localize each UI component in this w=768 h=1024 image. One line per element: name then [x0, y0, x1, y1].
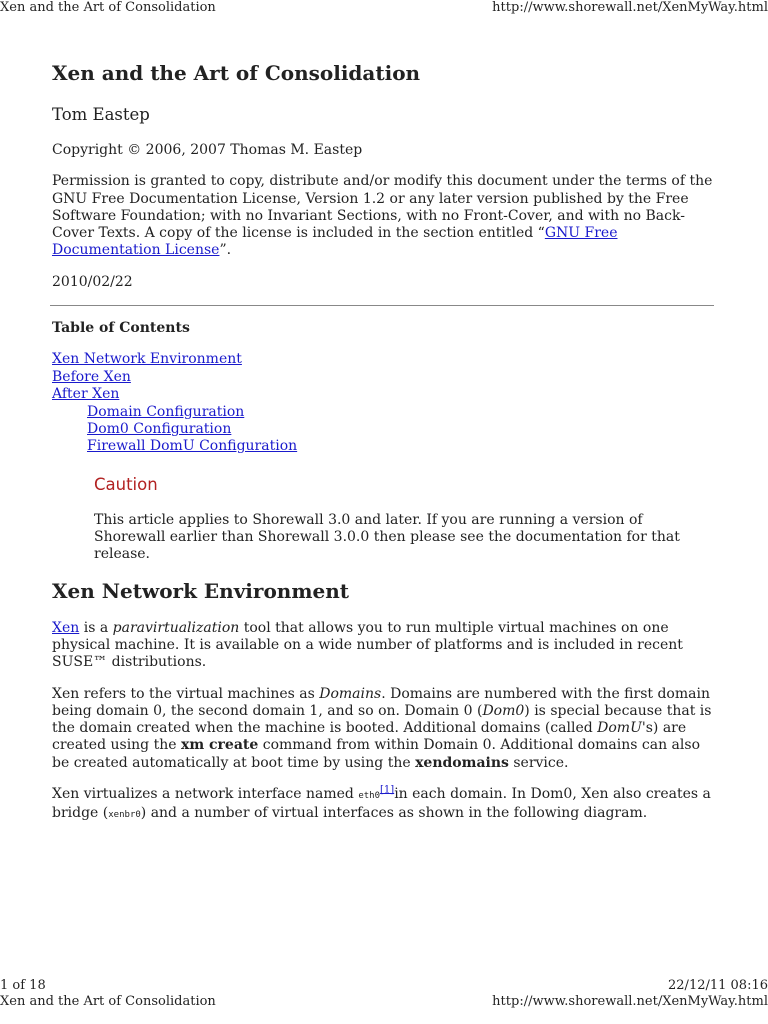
divider — [50, 305, 714, 306]
service-name: xendomains — [415, 754, 509, 771]
table-of-contents — [52, 351, 717, 455]
permission-end: ”. — [219, 242, 232, 259]
text-run: . Domains are numbered with the first domain being domain 0, the second domain 1, and so on. Domain 0 ( — [52, 685, 710, 719]
emphasis: paravirtualization — [112, 619, 240, 636]
caution-text: This article applies to Shorewall 3.0 and later. If you are running a version of Shorewall earlier than Shorewall 3.0.0 then please see the documentation for that release. — [94, 511, 680, 563]
copyright-line: Copyright © 2006, 2007 Thomas M. Eastep — [52, 142, 363, 158]
permission-paragraph — [52, 173, 717, 259]
print-header-url: http://www.shorewall.net/XenMyWay.html — [492, 0, 768, 15]
print-footer-datetime: 22/12/11 08:16 — [668, 978, 768, 993]
print-header-title: Xen and the Art of Consolidation — [0, 0, 216, 15]
paragraph-xen-intro — [52, 620, 717, 672]
footnote-link[interactable]: [1] — [380, 784, 395, 796]
toc-title: Table of Contents — [52, 320, 190, 337]
bridge-name: xenbr0 — [108, 810, 141, 821]
caution-title: Caution — [94, 474, 158, 494]
toc-link-after-xen[interactable]: After Xen — [52, 386, 120, 403]
print-footer-title: Xen and the Art of Consolidation — [0, 994, 216, 1009]
paragraph-network-interface — [52, 786, 717, 825]
text-run: 's) are created using the — [52, 720, 687, 754]
print-footer-page: 1 of 18 — [0, 978, 46, 993]
emphasis: DomU — [597, 720, 642, 737]
text-run: in each domain. In Dom0, Xen also creates a bridge ( — [52, 786, 711, 822]
text-run: service. — [508, 754, 569, 771]
section-heading: Xen Network Environment — [52, 578, 349, 603]
text-run: is a — [79, 619, 113, 636]
gfdl-link[interactable]: GNU Free Documentation License — [52, 225, 618, 259]
document-date: 2010/02/22 — [52, 273, 133, 290]
print-footer-url: http://www.shorewall.net/XenMyWay.html — [492, 994, 768, 1009]
paragraph-domains — [52, 686, 717, 772]
text-run: tool that allows you to run multiple virtual machines on one physical machine. It is available on a wide number of platforms and is included in recent SUSE™ distributions. — [52, 619, 683, 671]
xen-link[interactable]: Xen — [52, 619, 80, 636]
document-title: Xen and the Art of Consolidation — [52, 61, 421, 85]
emphasis: Domains — [319, 685, 382, 702]
toc-link-dom0-configuration[interactable]: Dom0 Configuration — [87, 421, 232, 437]
text-run: Xen virtualizes a network interface named — [52, 786, 359, 803]
interface-name: eth0 — [358, 791, 381, 802]
emphasis: Dom0 — [482, 702, 525, 719]
text-run: Xen refers to the virtual machines as — [52, 685, 320, 702]
permission-text: Permission is granted to copy, distribute and/or modify this document under the terms of the GNU Free Documentation License, Version 1.2 or any later version published by the Free Software Foundation; with no Invariant Sections, with no Front-Cover, and with no Back-Cover Texts. A copy of the license is included in the section entitled “ — [52, 173, 713, 242]
toc-link-domain-configuration[interactable]: Domain Configuration — [87, 403, 245, 420]
toc-link-xen-network-environment[interactable]: Xen Network Environment — [52, 351, 242, 368]
command-name: xm create — [180, 737, 259, 754]
text-run: command from within Domain 0. Additional domains can also be created automatically at boot time by using the — [52, 737, 700, 771]
document-body — [52, 60, 717, 825]
text-run: ) and a number of virtual interfaces as shown in the following diagram. — [140, 805, 648, 822]
caution-box — [94, 474, 717, 564]
toc-link-before-xen[interactable]: Before Xen — [52, 368, 131, 385]
text-run: ) is special because that is the domain created when the machine is booted. Additional domains (called — [52, 702, 712, 737]
toc-link-firewall-domu-configuration[interactable]: Firewall DomU Configuration — [87, 438, 298, 455]
document-author: Tom Eastep — [52, 105, 150, 124]
